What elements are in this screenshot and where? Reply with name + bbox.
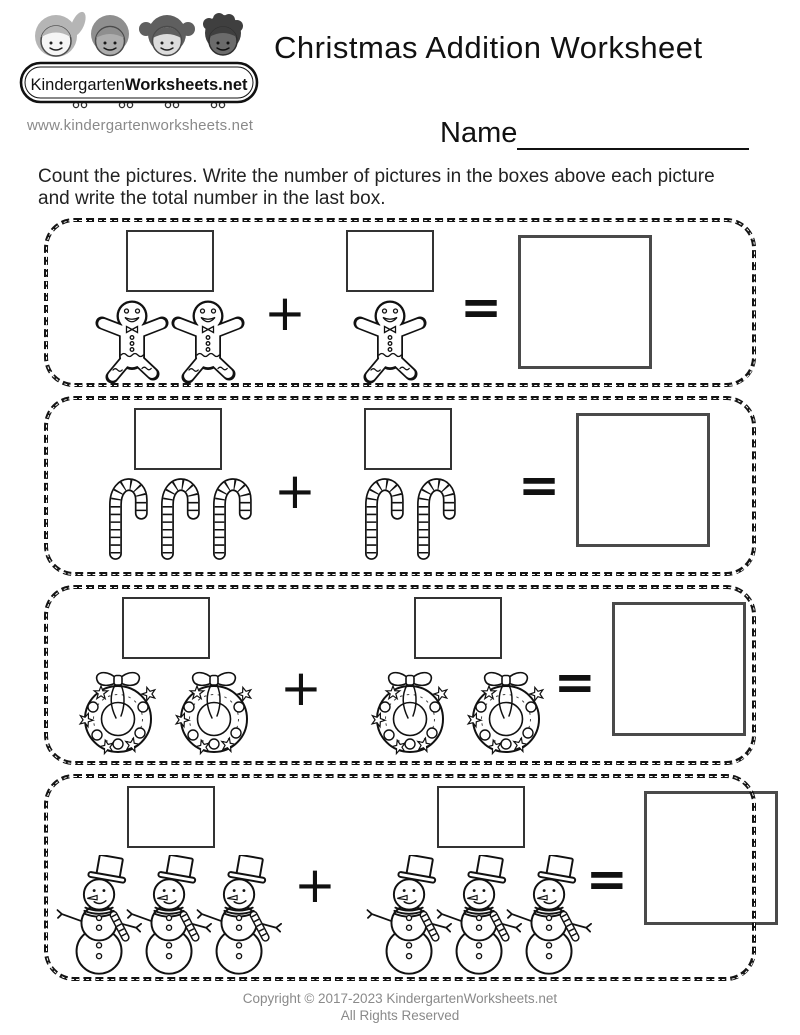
- addend-group-1: [66, 786, 276, 975]
- problems: [0, 218, 800, 981]
- footer: [0, 990, 800, 1024]
- wreath-icon: [70, 666, 166, 756]
- gingerbread-man-icon: [92, 299, 172, 389]
- plus-sign: +: [274, 462, 316, 520]
- answer-box[interactable]: [518, 235, 652, 369]
- picture-group-2: [356, 477, 460, 563]
- page-title: Christmas Addition Worksheet: [274, 30, 703, 65]
- picture-group-1: [70, 666, 262, 756]
- count-box-2[interactable]: [437, 786, 525, 848]
- candy-cane-icon: [156, 477, 200, 563]
- equals-sign: =: [460, 278, 502, 336]
- candy-cane-icon: [360, 477, 404, 563]
- addend-group-2: [376, 786, 586, 975]
- count-box-2[interactable]: [364, 408, 452, 470]
- copyright-line: Copyright © 2017-2023 KindergartenWorksheets.net: [242, 991, 558, 1006]
- addend-group-1: [70, 597, 262, 756]
- brand-logo: [18, 6, 260, 117]
- site-url: www.kindergartenworksheets.net: [27, 117, 254, 134]
- gingerbread-man-icon: [168, 299, 248, 389]
- count-box-1[interactable]: [126, 230, 214, 292]
- equals-sign: =: [553, 653, 596, 711]
- picture-group-1: [94, 299, 246, 389]
- rights-line: All Rights Reserved: [340, 1008, 460, 1023]
- problem-4-snowman: [44, 774, 756, 981]
- snowman-icon: [506, 855, 596, 975]
- addend-group-2: [362, 597, 554, 756]
- count-box-2[interactable]: [414, 597, 502, 659]
- picture-group-1: [66, 855, 276, 975]
- name-field: [440, 116, 749, 150]
- candy-cane-icon: [208, 477, 252, 563]
- wreath-icon: [458, 666, 554, 756]
- equals-sign: =: [518, 456, 560, 514]
- wreath-icon: [166, 666, 262, 756]
- instructions: [38, 166, 783, 209]
- instructions-line-2: and write the total number in the last box.: [38, 187, 386, 209]
- answer-box[interactable]: [612, 602, 746, 736]
- plus-sign: +: [294, 856, 336, 914]
- picture-group-2: [376, 855, 586, 975]
- candy-cane-icon: [104, 477, 148, 563]
- problem-2-candy-cane: [44, 396, 756, 576]
- picture-group-2: [352, 299, 428, 389]
- name-write-line[interactable]: [517, 116, 749, 150]
- problem-3-wreath: [44, 585, 756, 765]
- answer-box[interactable]: [644, 791, 778, 925]
- picture-group-2: [362, 666, 554, 756]
- plus-sign: +: [280, 659, 322, 717]
- gingerbread-man-icon: [350, 299, 430, 389]
- problem-1-gingerbread-man: [44, 218, 756, 387]
- addend-group-2: [356, 408, 460, 563]
- addend-group-2: [346, 230, 434, 389]
- wreath-icon: [362, 666, 458, 756]
- count-box-2[interactable]: [346, 230, 434, 292]
- worksheet-header: [0, 0, 800, 218]
- plus-sign: +: [264, 284, 306, 342]
- answer-box[interactable]: [576, 413, 710, 547]
- addend-group-1: [100, 408, 256, 563]
- kids-logo-illustration: [18, 6, 260, 112]
- equals-sign: =: [585, 850, 628, 908]
- picture-group-1: [100, 477, 256, 563]
- brand-text: KindergartenWorksheets.net: [30, 76, 248, 94]
- count-box-1[interactable]: [127, 786, 215, 848]
- count-box-1[interactable]: [134, 408, 222, 470]
- instructions-line-1: Count the pictures. Write the number of pictures in the boxes above each picture: [38, 166, 715, 187]
- count-box-1[interactable]: [122, 597, 210, 659]
- name-label: Name: [440, 117, 518, 149]
- candy-cane-icon: [412, 477, 456, 563]
- snowman-icon: [196, 855, 286, 975]
- addend-group-1: [94, 230, 246, 389]
